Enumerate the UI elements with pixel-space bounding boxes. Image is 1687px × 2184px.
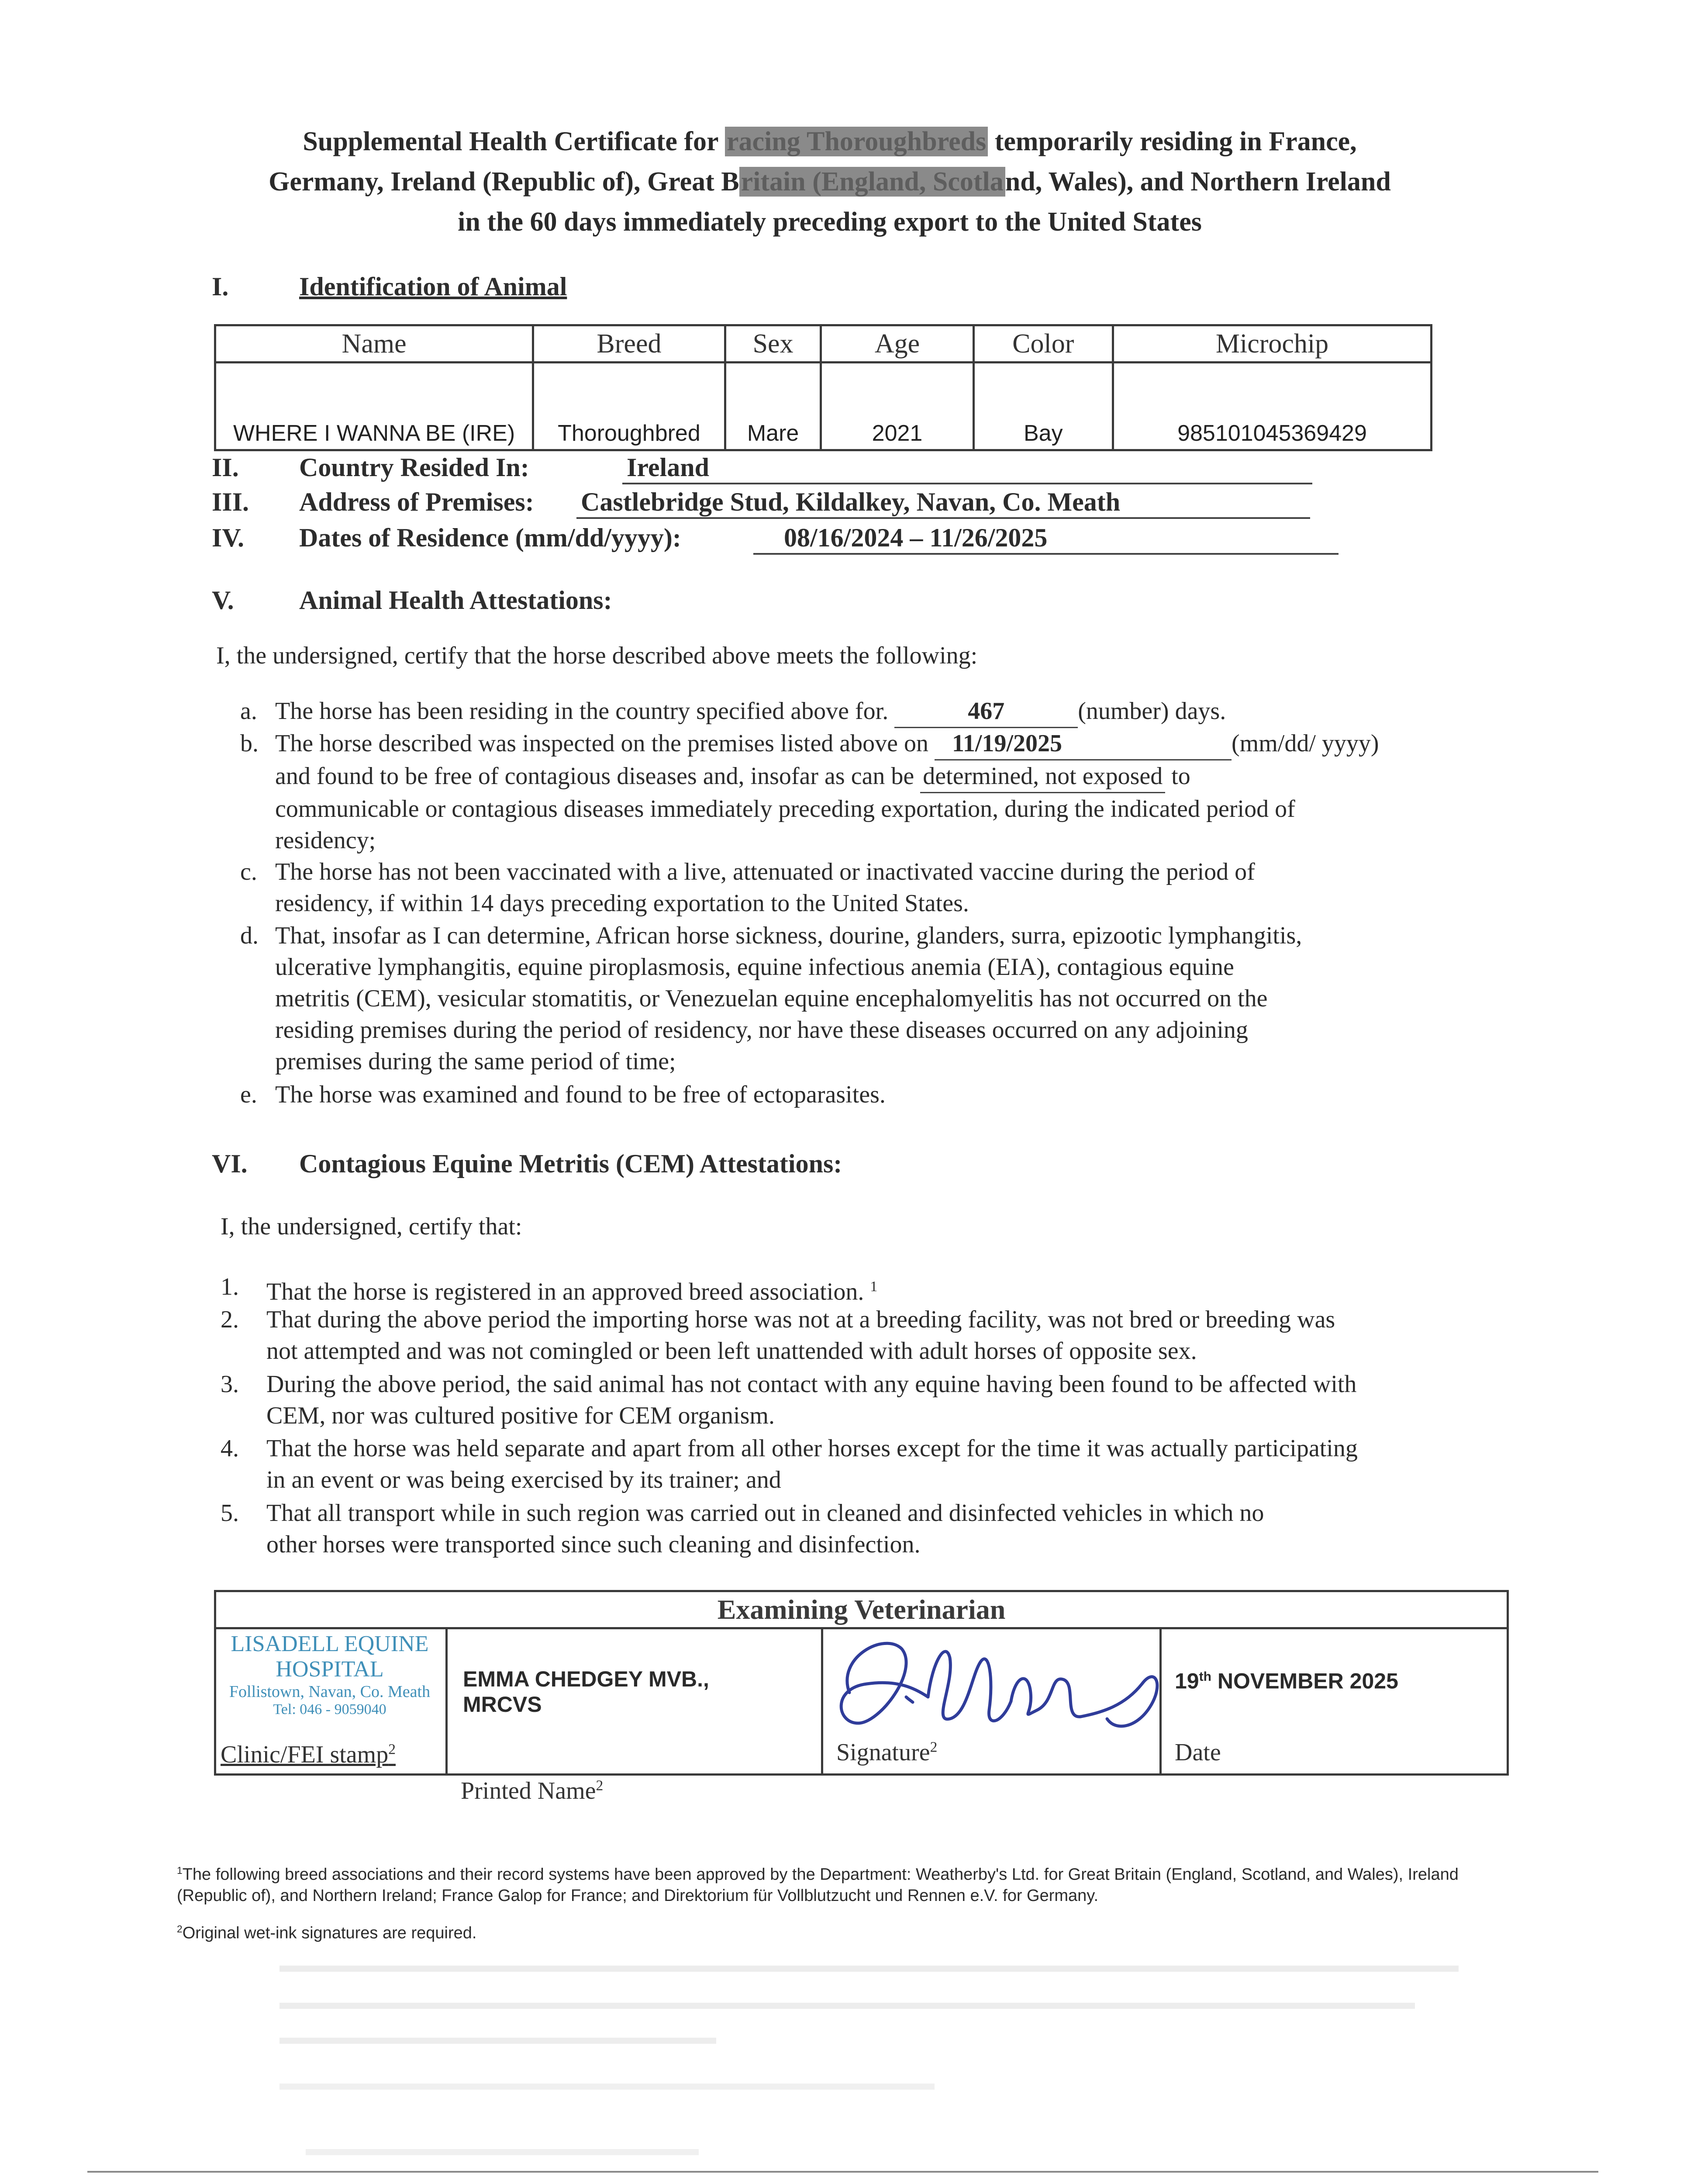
inspection-date-value: 11/19/2025: [935, 728, 1232, 760]
header-breed: Breed: [533, 325, 725, 363]
section-number: II.: [212, 453, 239, 482]
footnote-2: [177, 1918, 1509, 1944]
footnote-ref: 2: [930, 1739, 938, 1755]
section-number: I.: [212, 272, 229, 301]
cell-name: WHERE I WANNA BE (IRE): [215, 363, 533, 450]
cell-sex: Mare: [725, 363, 821, 450]
item-marker: 1.: [221, 1273, 239, 1300]
footnote-mark: 1: [177, 1865, 183, 1876]
section-title: Identification of Animal: [299, 272, 567, 301]
stamp-line: Follistown, Navan, Co. Meath: [229, 1683, 431, 1701]
vet-heading: Examining Veterinarian: [216, 1592, 1507, 1629]
stamp-line: LISADELL EQUINE: [231, 1631, 429, 1656]
footnote-text: The following breed associations and their record systems have been approved by the Department: Weatherby's Ltd. for Great Britain (England, Scotland, and Wales), Ireland (Republic of), and Northern Ireland; France Galop for France; and Direktorium für Vollblutzucht und Rennen e.V. for Germany.: [177, 1865, 1459, 1905]
stamp-line: Tel: 046 - 9059040: [273, 1701, 386, 1717]
item-text: to: [1171, 763, 1190, 790]
item-text: That, insofar as I can determine, African horse sickness, dourine, glanders, surra, epizootic lymphangitis,: [275, 922, 1302, 949]
table-header-row: [215, 325, 1432, 363]
title-line1-pre: Supplemental Health Certificate for: [303, 127, 725, 156]
item-text: residing premises during the period of residency, nor have these diseases occurred on any adjoining: [275, 1016, 1248, 1044]
label-text: Printed Name: [461, 1777, 596, 1804]
name-line: MRCVS: [463, 1692, 542, 1717]
item-text: premises during the same period of time;: [275, 1048, 676, 1075]
item-text: The horse described was inspected on the premises listed above on: [275, 730, 929, 757]
section-title: Animal Health Attestations:: [299, 586, 612, 615]
handwritten-signature: [819, 1623, 1168, 1758]
section-number: IV.: [212, 523, 244, 552]
item-text: metritis (CEM), vesicular stomatitis, or Venezuelan equine encephalomyelitis has not occurred on the: [275, 985, 1268, 1012]
item-marker: 4.: [221, 1435, 239, 1462]
identification-table: [214, 324, 1432, 451]
header-name: Name: [215, 325, 533, 363]
item-text: The horse has been residing in the country specified above for.: [275, 698, 889, 725]
item-text: The horse was examined and found to be free of ectoparasites.: [275, 1081, 886, 1108]
date-rest: NOVEMBER 2025: [1211, 1669, 1398, 1693]
footnote-ref: 2: [596, 1777, 604, 1794]
printed-name-label: [461, 1777, 603, 1805]
label-text: Clinic/FEI stamp: [221, 1741, 389, 1768]
item-marker: e.: [240, 1081, 257, 1108]
days-value: 467: [894, 695, 1078, 728]
clinic-label: [221, 1741, 396, 1769]
certificate-title: [183, 121, 1476, 242]
item-text: and found to be free of contagious diseases and, insofar as can be: [275, 763, 914, 790]
stamp-line: HOSPITAL: [276, 1657, 384, 1682]
footnote-mark: 2: [177, 1923, 183, 1935]
footnote-1: [177, 1860, 1509, 1906]
footnote-ref: 1: [870, 1279, 878, 1295]
item-text: ulcerative lymphangitis, equine piroplasmosis, equine infectious anemia (EIA), contagious equine: [275, 954, 1234, 981]
item-text: communicable or contagious diseases immediately preceding exportation, during the indicated period of: [275, 795, 1295, 822]
examining-veterinarian-box: [214, 1590, 1509, 1776]
date-label: Date: [1175, 1739, 1221, 1766]
item-text: (mm/dd/ yyyy): [1232, 730, 1379, 757]
header-sex: Sex: [725, 325, 821, 363]
item-text: That during the above period the importing horse was not at a breeding facility, was not bred or breeding was: [266, 1306, 1335, 1333]
item-marker: c.: [240, 858, 257, 885]
date-suffix: th: [1199, 1669, 1211, 1684]
country-value: Ireland: [622, 453, 1312, 484]
item-marker: b.: [240, 730, 259, 757]
cell-breed: Thoroughbred: [533, 363, 725, 450]
item-text: (number) days.: [1078, 698, 1226, 725]
section-number: VI.: [212, 1149, 248, 1178]
title-line1-post: temporarily residing in France,: [988, 127, 1357, 156]
item-text: During the above period, the said animal has not contact with any equine having been found to be affected with: [266, 1371, 1357, 1398]
signature-label: [836, 1738, 937, 1766]
footnote-text: Original wet-ink signatures are required.: [182, 1924, 477, 1942]
title-line3: in the 60 days immediately preceding export to the United States: [458, 207, 1202, 237]
item-text: not attempted and was not comingled or been left unattended with adult horses of opposite sex.: [266, 1337, 1197, 1365]
field-label: Country Resided In:: [299, 453, 529, 482]
date-day: 19: [1175, 1669, 1199, 1693]
clinic-stamp-cell: [216, 1627, 448, 1776]
title-line2-post: nd, Wales), and Northern Ireland: [1005, 167, 1391, 197]
header-age: Age: [821, 325, 973, 363]
header-microchip: Microchip: [1113, 325, 1431, 363]
field-label: Dates of Residence (mm/dd/yyyy):: [299, 523, 681, 552]
item-text: That the horse was held separate and apart from all other horses except for the time it was actually participating: [266, 1435, 1358, 1462]
item-text: residency, if within 14 days preceding exportation to the United States.: [275, 890, 969, 917]
section-vi-intro: I, the undersigned, certify that:: [221, 1213, 522, 1240]
dates-value: 08/16/2024 – 11/26/2025: [753, 523, 1339, 555]
item-marker: 2.: [221, 1306, 239, 1333]
header-color: Color: [973, 325, 1113, 363]
cell-age: 2021: [821, 363, 973, 450]
item-text: That all transport while in such region was carried out in cleaned and disinfected vehicles in which no: [266, 1500, 1264, 1527]
not-exposed-value: determined, not exposed: [920, 760, 1165, 793]
clinic-stamp: [216, 1631, 443, 1718]
cell-microchip: 985101045369429: [1113, 363, 1431, 450]
item-marker: 5.: [221, 1500, 239, 1527]
field-label: Address of Premises:: [299, 487, 534, 516]
item-text: CEM, nor was cultured positive for CEM organism.: [266, 1402, 775, 1429]
table-row: [215, 363, 1432, 450]
signature-cell: [823, 1627, 1162, 1776]
item-text: in an event or was being exercised by its trainer; and: [266, 1466, 781, 1493]
vet-name: [463, 1666, 709, 1717]
title-line2-pre: Germany, Ireland (Republic of), Great B: [269, 167, 739, 197]
section-number: V.: [212, 586, 234, 615]
item-marker: d.: [240, 922, 259, 949]
section-title: Contagious Equine Metritis (CEM) Attestations:: [299, 1149, 842, 1178]
item-marker: 3.: [221, 1371, 239, 1398]
page-edge-line: [87, 2171, 1598, 2173]
section-number: III.: [212, 487, 249, 516]
footnote-ref: 2: [388, 1741, 396, 1758]
redacted-text: racing Thoroughbreds: [725, 127, 988, 156]
address-value: Castlebridge Stud, Kildalkey, Navan, Co. Meath: [576, 487, 1310, 519]
redacted-text: ritain (England, Scotla: [739, 167, 1005, 197]
name-line: EMMA CHEDGEY MVB.,: [463, 1667, 709, 1691]
printed-name-cell: [448, 1627, 823, 1776]
signing-date: [1175, 1664, 1398, 1694]
cell-color: Bay: [973, 363, 1113, 450]
label-text: Signature: [836, 1739, 930, 1766]
item-text: The horse has not been vaccinated with a live, attenuated or inactivated vaccine during the period of: [275, 858, 1255, 885]
item-text: residency;: [275, 827, 376, 854]
section-v-intro: I, the undersigned, certify that the horse described above meets the following:: [216, 642, 978, 669]
date-cell: [1162, 1627, 1507, 1776]
item-marker: a.: [240, 698, 257, 725]
item-text: That the horse is registered in an approved breed association.: [266, 1278, 864, 1306]
item-text: other horses were transported since such cleaning and disinfection.: [266, 1531, 921, 1558]
